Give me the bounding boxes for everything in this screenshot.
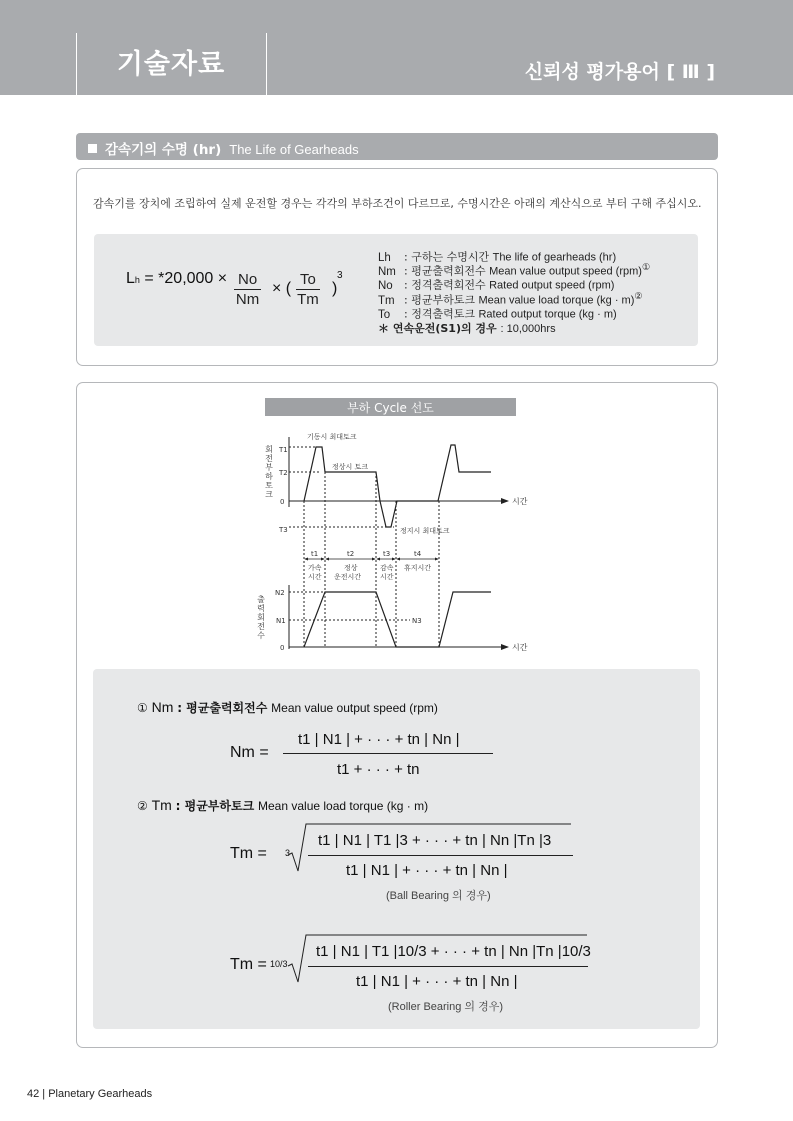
tm-title xyxy=(137,797,428,814)
zero-tick-label: 0 xyxy=(280,644,285,652)
legend-note xyxy=(378,320,556,336)
legend-en: Mean value output speed (rpm) xyxy=(489,265,642,278)
steady-torque-label: 정상시 토크 xyxy=(332,463,369,471)
fraction-to-tm xyxy=(296,271,320,308)
formula-lhs-sub: h xyxy=(134,275,140,285)
fraction-numerator: No xyxy=(234,271,261,290)
tm1-denominator: t1 | N1 | + · · · + tn | Nn | xyxy=(346,862,508,879)
legend-en: Rated output speed (rpm) xyxy=(489,279,615,292)
torque-axis-label: 회전부하토크 xyxy=(264,445,274,499)
phase2-label: 정상 xyxy=(344,564,358,572)
tm2-denominator: t1 | N1 | + · · · + tn | Nn | xyxy=(356,973,518,990)
nm-denominator: t1 + · · · + tn xyxy=(337,761,420,778)
tm-symbol: Tm xyxy=(151,797,172,813)
section-title-bar xyxy=(76,133,718,160)
nm-title xyxy=(137,699,438,716)
phase3-label: 시간 xyxy=(380,573,394,581)
time-label: 시간 xyxy=(512,497,528,506)
root-index: 3 xyxy=(285,848,291,858)
t1-tick-label: T1 xyxy=(279,446,288,454)
page-header xyxy=(0,0,793,95)
formula-eq: = *20,000 × xyxy=(144,270,228,287)
nm-symbol: Nm xyxy=(151,699,174,715)
time-label: 시간 xyxy=(512,643,528,652)
nm-numerator: t1 | N1 | + · · · + tn | Nn | xyxy=(298,731,460,748)
nm-title-en: Mean value output speed (rpm) xyxy=(271,701,438,715)
legend-ko: : 구하는 수명시간 xyxy=(404,250,490,264)
legend-symbol: Lh xyxy=(378,251,391,264)
phase3-label: 감속 xyxy=(380,564,394,572)
phase1-label: 시간 xyxy=(308,573,322,581)
legend-ko: : 정격출력토크 xyxy=(404,307,475,321)
main-formula xyxy=(126,270,227,288)
tm1-fraction-bar xyxy=(308,855,573,856)
speed-axis-label: 출력회전수 xyxy=(256,595,266,640)
square-bullet-icon xyxy=(88,144,97,153)
header-left-title: 기술자료 xyxy=(116,49,226,80)
root-index: 10/3 xyxy=(270,959,288,969)
phase4-label: 휴지시간 xyxy=(404,564,432,572)
legend-symbol: To xyxy=(378,308,391,321)
phase2-label: 운전시간 xyxy=(334,573,362,581)
legend-note-en: : 10,000hrs xyxy=(500,323,556,335)
tm-title-en: Mean value load torque (kg · m) xyxy=(258,799,429,813)
fraction-denominator: Nm xyxy=(235,291,260,308)
start-peak-label: 기동시 최대토크 xyxy=(307,433,357,441)
torque-curve xyxy=(304,445,491,527)
tm2-numerator: t1 | N1 | T1 |10/3 + · · · + tn | Nn |Tn |10/3 xyxy=(316,943,591,960)
legend-mark: ② xyxy=(634,291,643,302)
t2-tick-label: T2 xyxy=(279,469,288,477)
legend-ko: : 평균부하토크 xyxy=(404,293,475,307)
t3-tick-label: T3 xyxy=(279,526,288,534)
star-icon: ＊ xyxy=(378,322,389,335)
zero-tick-label: 0 xyxy=(280,498,285,506)
n2-tick-label: N2 xyxy=(275,589,285,597)
roller-bearing-note: (Roller Bearing 의 경우) xyxy=(388,1001,504,1013)
header-divider xyxy=(266,33,267,95)
t3-label: t3 xyxy=(383,550,391,558)
ball-bearing-note: (Ball Bearing 의 경우) xyxy=(386,890,491,902)
section-title-ko: 감속기의 수명 (hr) xyxy=(105,142,222,158)
t1-label: t1 xyxy=(311,550,319,558)
phase1-label: 가속 xyxy=(308,564,322,572)
legend-en: The life of gearheads (hr) xyxy=(492,251,617,264)
nm-fraction-bar xyxy=(283,753,493,754)
t4-label: t4 xyxy=(414,550,422,558)
legend-symbol: No xyxy=(378,279,393,292)
legend-en: Rated output torque (kg · m) xyxy=(478,308,617,321)
intro-text: 감속기를 장치에 조립하여 실제 운전할 경우는 각각의 부하조건이 다르므로, 수명시간은 아래의 계산식으로 부터 구해 주십시오. xyxy=(93,197,702,210)
tm-lhs: Tm = xyxy=(230,956,267,973)
nm-title-ko: : 평균출력회전수 xyxy=(177,701,268,715)
t2-label: t2 xyxy=(347,550,355,558)
legend-en: Mean value load torque (kg · m) xyxy=(478,294,635,307)
fraction-no-nm xyxy=(234,271,261,308)
n3-label: N3 xyxy=(412,617,422,625)
page-footer: 42 | Planetary Gearheads xyxy=(27,1088,153,1100)
diagram-title: 부하 Cycle 선도 xyxy=(265,398,516,416)
stop-peak-label: 정지시 최대토크 xyxy=(400,527,450,535)
tm-title-ko: : 평균부하토크 xyxy=(175,799,255,813)
nm-lhs: Nm = xyxy=(230,744,269,761)
n1-tick-label: N1 xyxy=(276,617,286,625)
tm-lhs: Tm = xyxy=(230,845,267,862)
section-title-en: The Life of Gearheads xyxy=(229,142,359,157)
tm1-numerator: t1 | N1 | T1 |3 + · · · + tn | Nn |Tn |3 xyxy=(318,832,552,849)
formula-close: ) xyxy=(332,280,338,297)
fraction-numerator: To xyxy=(296,271,320,290)
tm2-fraction-bar xyxy=(308,966,588,967)
formula-exponent: 3 xyxy=(337,270,343,281)
formula-lhs: L xyxy=(126,270,135,287)
legend-symbol: Tm xyxy=(378,294,395,307)
load-cycle-diagram xyxy=(250,425,540,660)
header-right-title: 신뢰성 평가용어 [ Ⅲ ] xyxy=(524,61,715,83)
circle-two-icon: ② xyxy=(137,799,148,813)
legend-mark: ① xyxy=(641,262,651,273)
formula-mid: × ( xyxy=(272,280,292,297)
legend-ko: : 평균출력회전수 xyxy=(404,264,486,278)
fraction-denominator: Tm xyxy=(297,291,319,308)
circle-one-icon: ① xyxy=(137,701,148,715)
legend-note-ko: 연속운전(S1)의 경우 xyxy=(392,322,497,335)
legend-symbol: Nm xyxy=(378,265,396,278)
legend-ko: : 정격출력회전수 xyxy=(404,278,486,292)
